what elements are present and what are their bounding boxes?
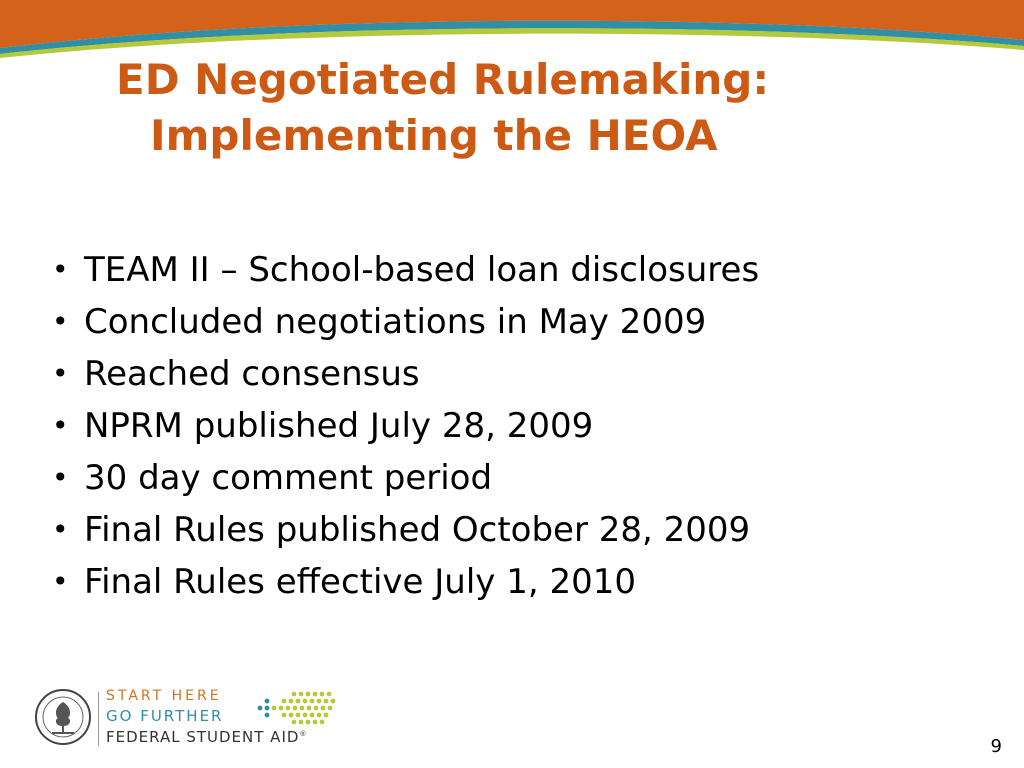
bullet-dot: • xyxy=(52,513,69,546)
bullet-item xyxy=(48,556,759,608)
bullet-item xyxy=(48,296,759,348)
logo-go-further: GO FURTHER xyxy=(106,707,224,725)
slide-title-line-1: ED Negotiated Rulemaking: xyxy=(116,55,770,104)
slide-title-line-2: Implementing the HEOA xyxy=(150,111,718,160)
logo-start-here: START HERE xyxy=(106,688,222,704)
logo-federal-student-aid-text: FEDERAL STUDENT AID xyxy=(106,728,300,746)
bullet-dot: • xyxy=(52,461,69,494)
bullet-dot: • xyxy=(52,253,69,286)
bullet-text: Final Rules effective July 1, 2010 xyxy=(84,562,637,602)
bullet-text: Final Rules published October 28, 2009 xyxy=(84,510,751,550)
dot-pattern-icon xyxy=(254,690,364,726)
department-of-education-seal-icon xyxy=(34,688,92,746)
bullet-item xyxy=(48,452,759,504)
bullet-dot: • xyxy=(52,305,69,338)
logo-divider xyxy=(98,692,99,746)
logo-federal-student-aid xyxy=(106,728,307,746)
bullet-dot: • xyxy=(52,565,69,598)
bullet-item xyxy=(48,244,759,296)
bullet-item xyxy=(48,400,759,452)
bullet-list xyxy=(48,244,759,608)
federal-student-aid-logo xyxy=(34,688,354,752)
slide-title xyxy=(116,52,769,164)
bullet-text: NPRM published July 28, 2009 xyxy=(84,406,594,446)
bullet-item xyxy=(48,348,759,400)
top-banner xyxy=(0,0,1024,60)
bullet-item xyxy=(48,504,759,556)
bullet-dot: • xyxy=(52,357,69,390)
bullet-text: TEAM II – School-based loan disclosures xyxy=(84,250,760,290)
trademark-symbol: ® xyxy=(299,730,308,738)
bullet-text: 30 day comment period xyxy=(84,458,493,498)
bullet-text: Reached consensus xyxy=(84,354,420,394)
bullet-dot: • xyxy=(52,409,69,442)
page-number: 9 xyxy=(990,736,1002,757)
bullet-text: Concluded negotiations in May 2009 xyxy=(84,302,707,342)
